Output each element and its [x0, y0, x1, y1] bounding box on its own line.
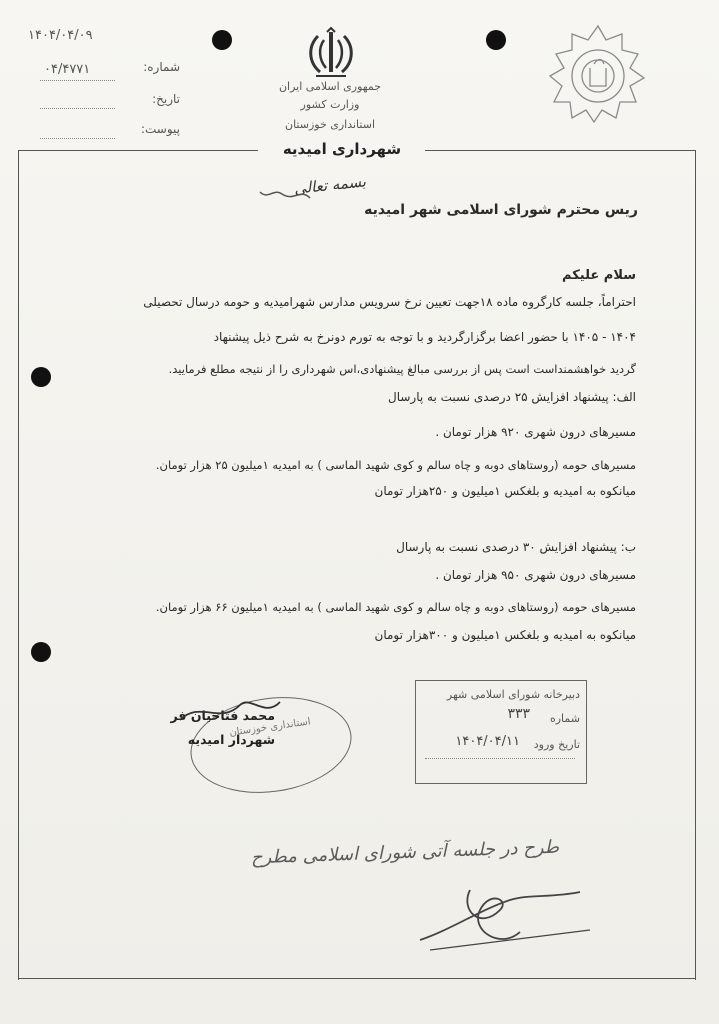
- letter-date: ۱۴۰۴/۰۴/۰۹: [28, 28, 93, 43]
- iran-emblem-icon: [302, 26, 360, 80]
- greeting: سلام علیکم: [562, 268, 636, 283]
- secretariat-date-label: تاریخ ورود: [533, 738, 580, 751]
- secretariat-date-value: ۱۴۰۴/۰۴/۱۱: [455, 734, 520, 749]
- municipality-name: شهرداری امیدیه: [262, 140, 422, 158]
- option-a-line: میانکوه به امیدیه و بلغکس ۱میلیون و ۲۵۰هزار تومان: [374, 484, 636, 498]
- paragraph-line: احتراماً، جلسه کارگروه ماده ۱۸جهت تعیین نرخ سرویس مدارس شهرامیدیه و حومه درسال تحصیلی: [143, 295, 636, 309]
- punch-hole: [31, 367, 51, 387]
- option-a-line: مسیرهای حومه (روستاهای دوبه و چاه سالم و کوی شهید الماسی ) به امیدیه ۱میلیون ۲۵ هزار تومان.: [155, 458, 636, 472]
- frame-border-left: [18, 150, 19, 980]
- number-field-line: [40, 80, 115, 81]
- mayor-signature-scribble-icon: [170, 690, 290, 730]
- frame-border-top-left: [18, 150, 258, 151]
- frame-border-top-right: [425, 150, 696, 151]
- option-a-line: مسیرهای درون شهری ۹۲۰ هزار تومان .: [435, 425, 636, 439]
- number-label: شماره:: [143, 60, 180, 74]
- date-label: تاریخ:: [152, 92, 180, 106]
- punch-hole: [212, 30, 232, 50]
- punch-hole: [31, 642, 51, 662]
- paragraph-line: ۱۴۰۴ - ۱۴۰۵ با حضور اعضا برگزارگردید و با توجه به تورم دونرخ به شرح ذیل پیشنهاد: [213, 330, 636, 344]
- secretariat-number-label: شماره: [549, 712, 580, 725]
- paragraph-line: گردید خواهشمنداست است پس از بررسی مبالغ پیشنهادی،اس شهرداری را از نتیجه مطلع فرمایید.: [168, 362, 636, 376]
- option-b-line: میانکوه به امیدیه و بلغکس ۱میلیون و ۳۰۰هزار تومان: [374, 628, 636, 642]
- date-field-line: [40, 108, 115, 109]
- option-b-line: مسیرهای درون شهری ۹۵۰ هزار تومان .: [435, 568, 636, 582]
- mayor-stamp-text: استانداری خوزستان: [228, 716, 312, 739]
- salutation-title: بسمه تعالی: [293, 172, 367, 198]
- letter-number: ۰۴/۴۷۷۱: [44, 62, 91, 77]
- frame-border-right: [695, 150, 696, 980]
- signature-scribble-icon: [410, 870, 600, 960]
- signature-title: شهردار امیدیه: [187, 732, 275, 747]
- option-b-line: ب: پیشنهاد افزایش ۳۰ درصدی نسبت به پارسال: [396, 540, 636, 554]
- ministry-line-3: استانداری خوزستان: [284, 118, 375, 131]
- municipality-logo-icon: [546, 22, 650, 126]
- secretariat-extra-line: [425, 758, 575, 759]
- secretariat-stamp-title: دبیرخانه شورای اسلامی شهر: [446, 688, 580, 701]
- punch-hole: [486, 30, 506, 50]
- signature-name: محمد فتاحیان فر: [170, 708, 275, 723]
- handwritten-note: طرح در جلسه آتی شورای اسلامی مطرح: [250, 836, 560, 869]
- attachment-field-line: [40, 138, 115, 139]
- secretariat-number-value: ۳۳۳: [507, 706, 530, 722]
- ministry-line-1: جمهوری اسلامی ایران: [278, 80, 382, 93]
- attachment-label: پیوست:: [140, 122, 180, 136]
- option-a-line: الف: پیشنهاد افزایش ۲۵ درصدی نسبت به پارسال: [387, 390, 636, 404]
- option-b-line: مسیرهای حومه (روستاهای دوبه و چاه سالم و کوی شهید الماسی ) به امیدیه ۱میلیون ۶۶ هزار تومان.: [155, 600, 636, 614]
- addressee: ریس محترم شورای اسلامی شهر امیدیه: [364, 202, 638, 218]
- frame-border-bottom: [18, 978, 696, 979]
- bismillah-handwriting-icon: [170, 180, 330, 210]
- ministry-line-2: وزارت کشور: [300, 98, 360, 111]
